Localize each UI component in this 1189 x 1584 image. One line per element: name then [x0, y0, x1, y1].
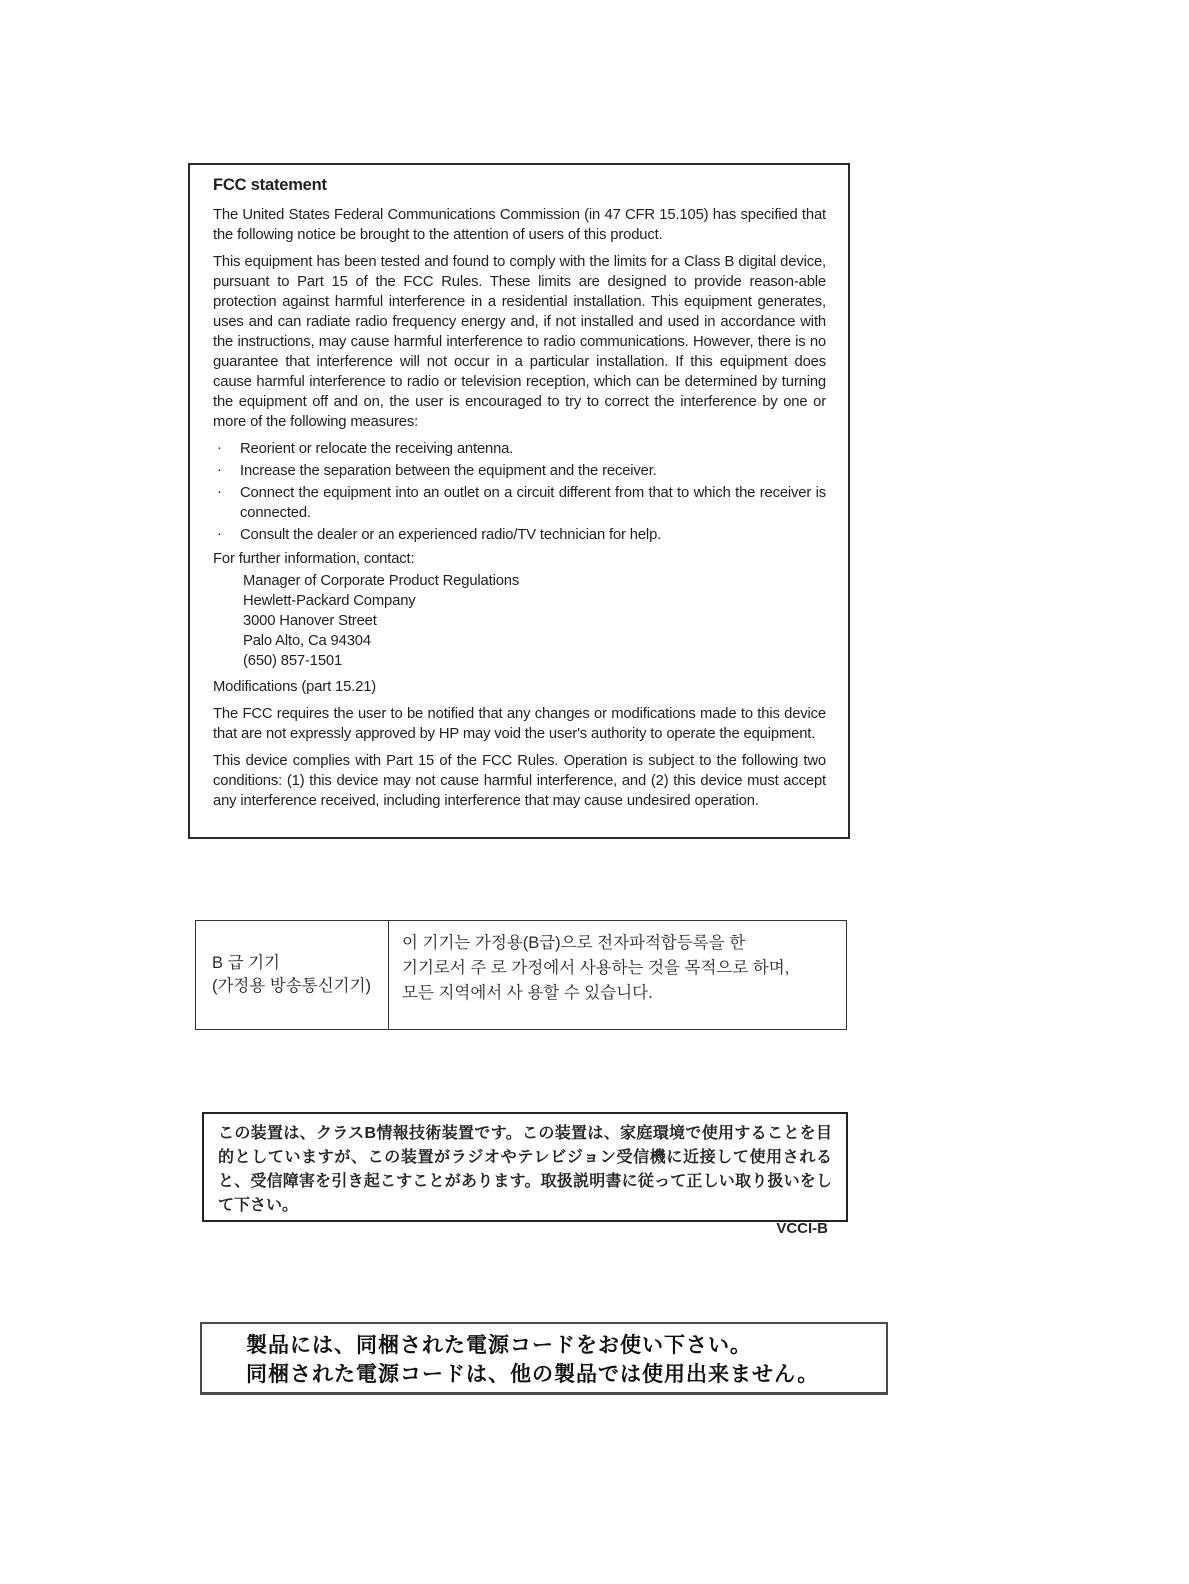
- list-item-text: Increase the separation between the equipment and the receiver.: [240, 463, 657, 479]
- fcc-statement-box: [188, 163, 850, 839]
- vcci-notice-box: [202, 1112, 848, 1237]
- fcc-paragraph-modifications: The FCC requires the user to be notified that any changes or modifications made to this device that are not expressly approved by HP may void the user's authority to operate the equipment.: [213, 706, 826, 742]
- vcci-notice-text: この装置は、クラスB情報技術装置です。この装置は、家庭環境で使用することを目的としていますが、この装置がラジオやテレビジョン受信機に近接して使用されると、受信障害を引き起こすことがあります。取扱説明書に従って正しい取り扱いをして下さい。: [218, 1125, 832, 1214]
- list-item: [213, 461, 826, 481]
- fcc-measures-list: [213, 439, 826, 545]
- korean-device-class-line: B 급 기기: [212, 954, 280, 972]
- bullet-icon: ·: [217, 440, 222, 456]
- bullet-icon: ·: [217, 484, 222, 500]
- contact-line: 3000 Hanover Street: [243, 613, 377, 629]
- fcc-statement-title: FCC statement: [213, 176, 327, 194]
- vcci-class-label: VCCI-B: [776, 1220, 828, 1237]
- power-cord-notice-box: [200, 1322, 888, 1395]
- list-item: [213, 525, 826, 545]
- contact-line: Palo Alto, Ca 94304: [243, 633, 371, 649]
- fcc-paragraph-intro: The United States Federal Communications Commission (in 47 CFR 15.105) has specified that the following notice be brought to the attention of users of this product.: [213, 207, 826, 243]
- list-item-text: Connect the equipment into an outlet on a circuit different from that to which the receiver is connected.: [240, 485, 826, 521]
- list-item: [213, 439, 826, 459]
- korean-statement-line: 기기로서 주 로 가정에서 사용하는 것을 목적으로 하며,: [402, 959, 790, 977]
- korean-device-class-line: (가정용 방송통신기기): [212, 977, 372, 995]
- bullet-icon: ·: [217, 462, 222, 478]
- fcc-contact-intro: For further information, contact:: [213, 551, 415, 567]
- contact-line: Hewlett-Packard Company: [243, 593, 416, 609]
- korean-statement-line: 이 기기는 가정용(B급)으로 전자파적합등록을 한: [402, 934, 746, 952]
- contact-line: Manager of Corporate Product Regulations: [243, 573, 520, 589]
- fcc-paragraph-part15: This device complies with Part 15 of the FCC Rules. Operation is subject to the following two conditions: (1) this device may not cause harmful interference, and (2) this device must accept any interference received, including interference that may cause undesired operation.: [213, 753, 826, 809]
- power-cord-notice-line: 同梱された電源コードは、他の製品では使用出来ません。: [246, 1363, 820, 1386]
- bullet-icon: ·: [217, 526, 222, 542]
- power-cord-notice-line: 製品には、同梱された電源コードをお使い下さい。: [246, 1334, 752, 1357]
- korean-statement-line: 모든 지역에서 사 용할 수 있습니다.: [402, 984, 653, 1002]
- fcc-paragraph-class-b: This equipment has been tested and found to comply with the limits for a Class B digital device, pursuant to Part 15 of the FCC Rules. These limits are designed to provide reason-able protection against harmful interference in a residential installation. This equipment generates, uses and can radiate radio frequency energy and, if not installed and used in accordance with the instructions, may cause harmful interference to radio communications. However, there is no guarantee that interference will not occur in a particular installation. If this equipment does cause harmful interference to radio or television reception, which can be determined by turning the equipment off and on, the user is encouraged to try to correct the interference by one or more of the following measures:: [213, 254, 826, 430]
- korean-table-device-class-cell: [196, 921, 389, 1029]
- contact-line: (650) 857-1501: [243, 653, 343, 669]
- korean-table-statement-cell: [389, 921, 846, 1029]
- list-item: [213, 483, 826, 523]
- fcc-contact-address: [243, 571, 826, 671]
- korean-class-b-table: [195, 920, 847, 1030]
- list-item-text: Consult the dealer or an experienced radio/TV technician for help.: [240, 527, 662, 543]
- fcc-modifications-heading: Modifications (part 15.21): [213, 679, 377, 695]
- list-item-text: Reorient or relocate the receiving antenna.: [240, 441, 514, 457]
